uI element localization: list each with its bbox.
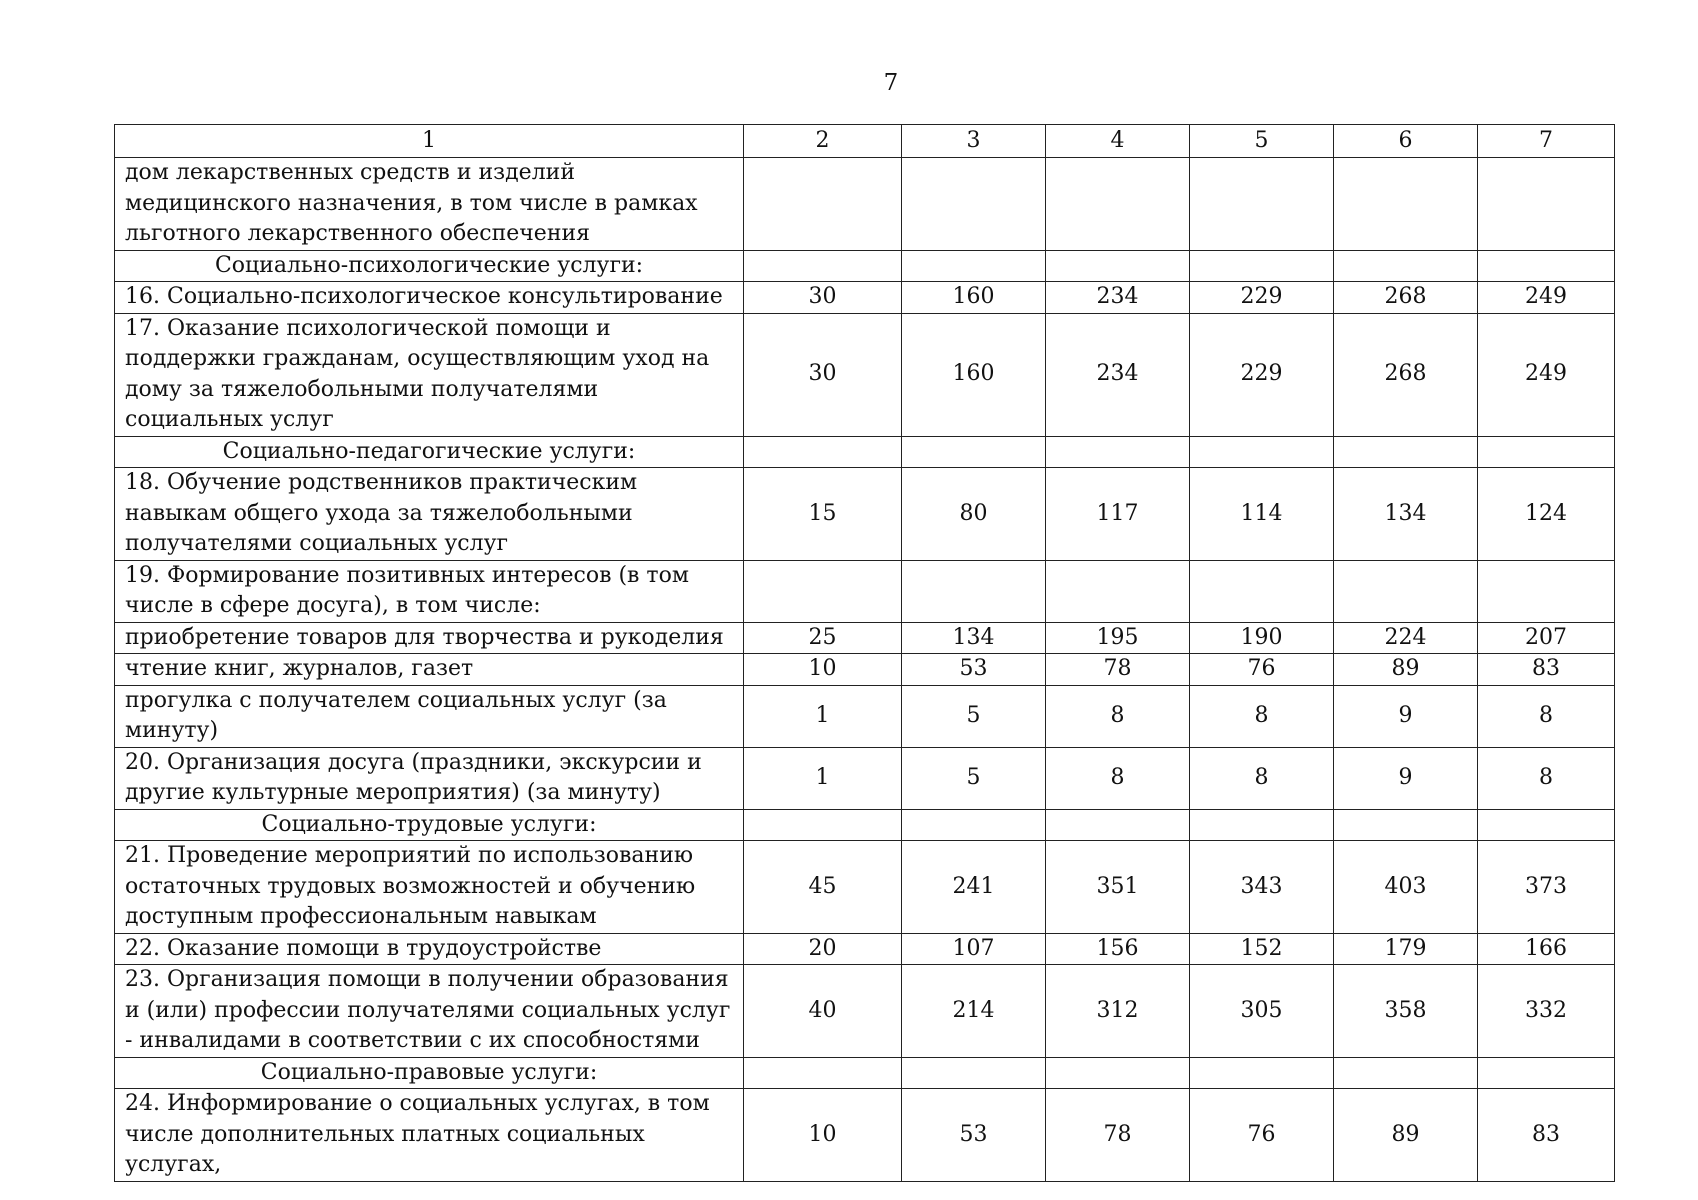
- value-cell: 195: [1046, 622, 1190, 654]
- value-cell: 229: [1190, 313, 1334, 436]
- value-cell: 10: [744, 654, 902, 686]
- value-cell: [902, 250, 1046, 282]
- section-row: [115, 250, 1615, 282]
- value-cell: 9: [1334, 685, 1478, 747]
- value-cell: [1334, 560, 1478, 622]
- service-name: 24. Информирование о социальных услугах, в том числе дополнительных платных социальных услугах,: [115, 1089, 744, 1182]
- table-row: [115, 654, 1615, 686]
- table-row: [115, 841, 1615, 934]
- value-cell: 10: [744, 1089, 902, 1182]
- value-cell: 343: [1190, 841, 1334, 934]
- section-row: [115, 809, 1615, 841]
- value-cell: 234: [1046, 282, 1190, 314]
- value-cell: 5: [902, 747, 1046, 809]
- service-name: дом лекарственных средств и изделий медицинского назначения, в том числе в рамках льготного лекарственного обеспечения: [115, 158, 744, 251]
- value-cell: 76: [1190, 1089, 1334, 1182]
- value-cell: 78: [1046, 654, 1190, 686]
- value-cell: 117: [1046, 468, 1190, 561]
- value-cell: [744, 436, 902, 468]
- value-cell: 83: [1478, 1089, 1615, 1182]
- table-row: [115, 282, 1615, 314]
- value-cell: 8: [1046, 747, 1190, 809]
- service-name: 17. Оказание психологической помощи и поддержки гражданам, осуществляющим уход на дому за тяжелобольными получателями социальных услуг: [115, 313, 744, 436]
- value-cell: 332: [1478, 965, 1615, 1058]
- value-cell: 229: [1190, 282, 1334, 314]
- value-cell: 76: [1190, 654, 1334, 686]
- value-cell: [744, 560, 902, 622]
- table-row: [115, 933, 1615, 965]
- value-cell: [902, 158, 1046, 251]
- table-row: [115, 158, 1615, 251]
- value-cell: 214: [902, 965, 1046, 1058]
- value-cell: [902, 436, 1046, 468]
- value-cell: [1334, 250, 1478, 282]
- value-cell: 45: [744, 841, 902, 934]
- value-cell: 40: [744, 965, 902, 1058]
- section-title: Социально-психологические услуги:: [115, 250, 744, 282]
- value-cell: [1334, 158, 1478, 251]
- value-cell: 351: [1046, 841, 1190, 934]
- service-name: прогулка с получателем социальных услуг (за минуту): [115, 685, 744, 747]
- value-cell: [1046, 1057, 1190, 1089]
- value-cell: [1478, 1057, 1615, 1089]
- value-cell: 8: [1478, 747, 1615, 809]
- value-cell: [1046, 809, 1190, 841]
- value-cell: [744, 809, 902, 841]
- value-cell: [902, 809, 1046, 841]
- value-cell: 78: [1046, 1089, 1190, 1182]
- value-cell: 89: [1334, 1089, 1478, 1182]
- value-cell: 114: [1190, 468, 1334, 561]
- value-cell: 249: [1478, 282, 1615, 314]
- value-cell: 30: [744, 313, 902, 436]
- value-cell: [1478, 809, 1615, 841]
- column-number: 7: [1478, 125, 1615, 158]
- table-body: [115, 125, 1615, 1182]
- value-cell: 160: [902, 313, 1046, 436]
- column-number: 3: [902, 125, 1046, 158]
- value-cell: [744, 158, 902, 251]
- value-cell: 5: [902, 685, 1046, 747]
- value-cell: 305: [1190, 965, 1334, 1058]
- service-name: 18. Обучение родственников практическим навыкам общего ухода за тяжелобольными получателями социальных услуг: [115, 468, 744, 561]
- tariff-table: [114, 124, 1615, 1182]
- value-cell: 373: [1478, 841, 1615, 934]
- value-cell: 156: [1046, 933, 1190, 965]
- value-cell: 134: [1334, 468, 1478, 561]
- value-cell: 25: [744, 622, 902, 654]
- value-cell: [902, 1057, 1046, 1089]
- value-cell: 124: [1478, 468, 1615, 561]
- value-cell: 15: [744, 468, 902, 561]
- value-cell: 83: [1478, 654, 1615, 686]
- value-cell: 312: [1046, 965, 1190, 1058]
- value-cell: 20: [744, 933, 902, 965]
- value-cell: 160: [902, 282, 1046, 314]
- value-cell: [1190, 809, 1334, 841]
- service-name: 21. Проведение мероприятий по использованию остаточных трудовых возможностей и обучению доступным профессиональным навыкам: [115, 841, 744, 934]
- table-header-row: [115, 125, 1615, 158]
- value-cell: 1: [744, 685, 902, 747]
- section-title: Социально-трудовые услуги:: [115, 809, 744, 841]
- value-cell: [1334, 809, 1478, 841]
- value-cell: 53: [902, 1089, 1046, 1182]
- section-title: Социально-педагогические услуги:: [115, 436, 744, 468]
- table-row: [115, 622, 1615, 654]
- value-cell: 190: [1190, 622, 1334, 654]
- value-cell: 358: [1334, 965, 1478, 1058]
- service-name: приобретение товаров для творчества и рукоделия: [115, 622, 744, 654]
- table-row: [115, 965, 1615, 1058]
- value-cell: 1: [744, 747, 902, 809]
- column-number: 6: [1334, 125, 1478, 158]
- value-cell: [1190, 436, 1334, 468]
- section-title: Социально-правовые услуги:: [115, 1057, 744, 1089]
- value-cell: [1334, 1057, 1478, 1089]
- service-name: 22. Оказание помощи в трудоустройстве: [115, 933, 744, 965]
- service-name: 16. Социально-психологическое консультирование: [115, 282, 744, 314]
- value-cell: 224: [1334, 622, 1478, 654]
- column-number: 2: [744, 125, 902, 158]
- value-cell: 403: [1334, 841, 1478, 934]
- value-cell: 152: [1190, 933, 1334, 965]
- page-number: 7: [883, 70, 899, 96]
- table-row: [115, 685, 1615, 747]
- column-number: 5: [1190, 125, 1334, 158]
- service-name: 19. Формирование позитивных интересов (в том числе в сфере досуга), в том числе:: [115, 560, 744, 622]
- value-cell: 249: [1478, 313, 1615, 436]
- value-cell: 8: [1046, 685, 1190, 747]
- value-cell: 30: [744, 282, 902, 314]
- value-cell: 268: [1334, 282, 1478, 314]
- value-cell: 8: [1478, 685, 1615, 747]
- value-cell: [1190, 560, 1334, 622]
- table-row: [115, 468, 1615, 561]
- value-cell: [744, 250, 902, 282]
- value-cell: [1334, 436, 1478, 468]
- value-cell: 241: [902, 841, 1046, 934]
- value-cell: 9: [1334, 747, 1478, 809]
- column-number: 4: [1046, 125, 1190, 158]
- value-cell: 207: [1478, 622, 1615, 654]
- value-cell: [1046, 250, 1190, 282]
- value-cell: 53: [902, 654, 1046, 686]
- value-cell: [1478, 436, 1615, 468]
- table-row: [115, 747, 1615, 809]
- value-cell: 89: [1334, 654, 1478, 686]
- value-cell: [744, 1057, 902, 1089]
- section-row: [115, 1057, 1615, 1089]
- value-cell: 80: [902, 468, 1046, 561]
- service-name: 20. Организация досуга (праздники, экскурсии и другие культурные мероприятия) (за минуту): [115, 747, 744, 809]
- value-cell: 107: [902, 933, 1046, 965]
- value-cell: [1478, 250, 1615, 282]
- value-cell: [1478, 560, 1615, 622]
- service-name: чтение книг, журналов, газет: [115, 654, 744, 686]
- value-cell: 134: [902, 622, 1046, 654]
- value-cell: 179: [1334, 933, 1478, 965]
- value-cell: [1046, 560, 1190, 622]
- value-cell: 166: [1478, 933, 1615, 965]
- value-cell: [1046, 436, 1190, 468]
- table-row: [115, 313, 1615, 436]
- value-cell: 8: [1190, 685, 1334, 747]
- value-cell: [1478, 158, 1615, 251]
- value-cell: [1190, 158, 1334, 251]
- service-name: 23. Организация помощи в получении образования и (или) профессии получателями социальных услуг - инвалидами в соответствии с их способностями: [115, 965, 744, 1058]
- value-cell: [1190, 1057, 1334, 1089]
- value-cell: [1190, 250, 1334, 282]
- value-cell: [902, 560, 1046, 622]
- value-cell: 8: [1190, 747, 1334, 809]
- table-row: [115, 560, 1615, 622]
- column-number: 1: [115, 125, 744, 158]
- table-row: [115, 1089, 1615, 1182]
- value-cell: 234: [1046, 313, 1190, 436]
- section-row: [115, 436, 1615, 468]
- value-cell: 268: [1334, 313, 1478, 436]
- value-cell: [1046, 158, 1190, 251]
